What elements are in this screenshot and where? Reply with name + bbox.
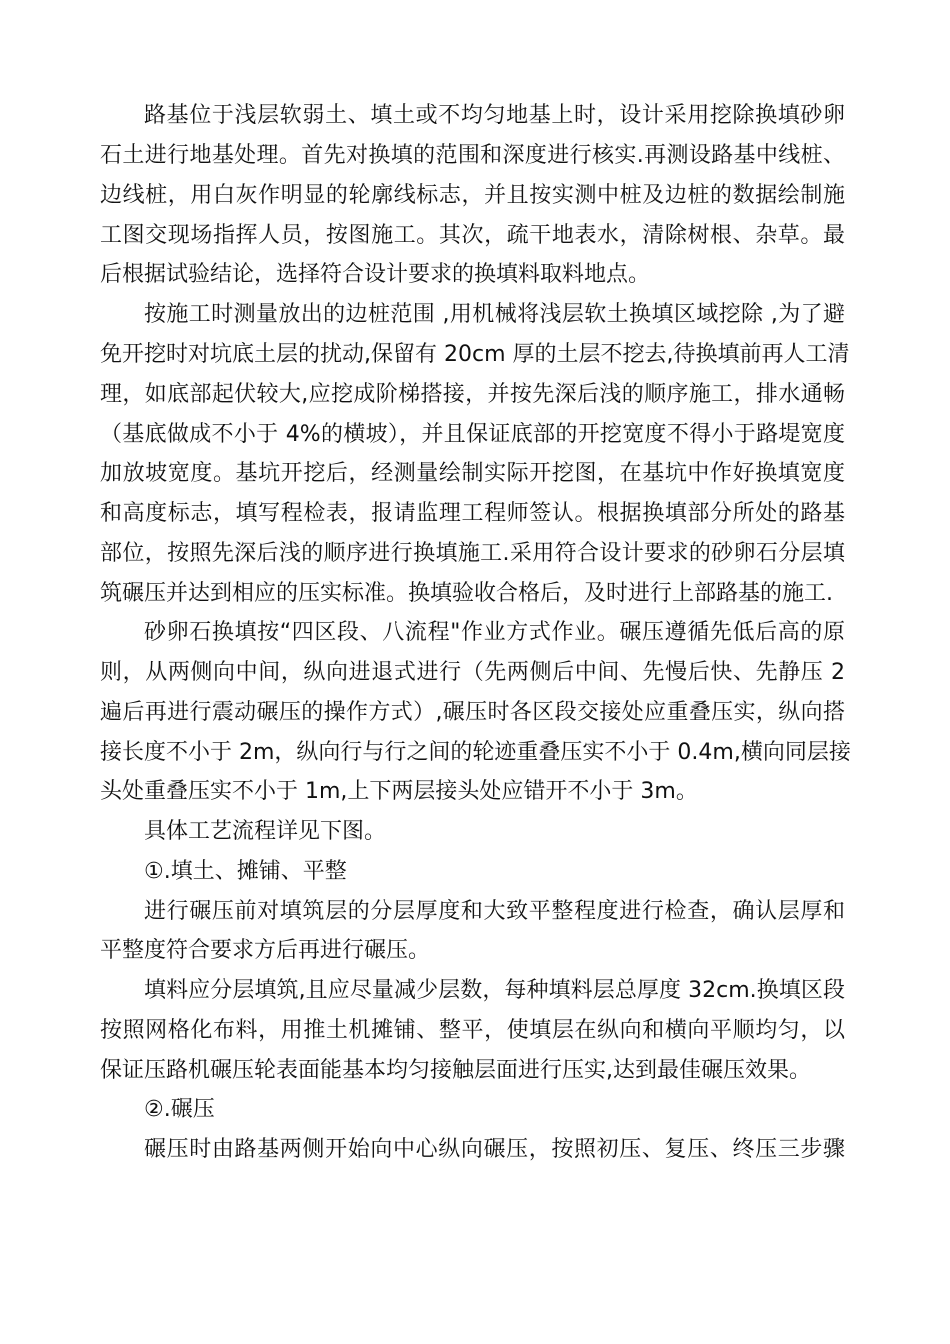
text-line: 平整度符合要求方后再进行碾压。 <box>100 938 431 963</box>
text-line: 进行碾压前对填筑层的分层厚度和大致平整程度进行检查，确认层厚和 <box>144 899 845 924</box>
text-line: 保证压路机碾压轮表面能基本均匀接触层面进行压实,达到最佳碾压效果。 <box>100 1058 811 1083</box>
text-line: （基底做成不小于 4%的横坡），并且保证底部的开挖宽度不得小于路堤宽度 <box>100 422 845 447</box>
section-heading: ②.碾压 <box>144 1097 215 1122</box>
text-line: 头处重叠压实不小于 1m,上下两层接头处应错开不小于 3m。 <box>100 779 698 804</box>
section-heading: ①.填土、摊铺、平整 <box>144 859 347 884</box>
text-line: 具体工艺流程详见下图。 <box>144 819 387 844</box>
text-line: 石土进行地基处理。首先对换填的范围和深度进行核实.再测设路基中线桩、 <box>100 143 845 168</box>
text-line: 遍后再进行震动碾压的操作方式）,碾压时各区段交接处应重叠压实，纵向搭 <box>100 700 845 725</box>
text-line: 工图交现场指挥人员，按图施工。其次，疏干地表水，清除树根、杂草。最 <box>100 223 845 248</box>
text-line: 填料应分层填筑,且应尽量减少层数，每种填料层总厚度 32cm.换填区段 <box>144 978 845 1003</box>
text-line: 接长度不小于 2m，纵向行与行之间的轮迹重叠压实不小于 0.4m,横向同层接 <box>100 740 851 765</box>
text-line: 路基位于浅层软弱土、填土或不均匀地基上时，设计采用挖除换填砂卵 <box>144 103 845 128</box>
text-line: 按施工时测量放出的边桩范围 ,用机械将浅层软土换填区域挖除 ,为了避 <box>144 302 845 327</box>
text-line: 和高度标志，填写程检表，报请监理工程师签认。根据换填部分所处的路基 <box>100 501 845 526</box>
text-line: 筑碾压并达到相应的压实标准。换填验收合格后，及时进行上部路基的施工. <box>100 581 833 606</box>
text-line: 免开挖时对坑底土层的扰动,保留有 20cm 厚的土层不挖去,待换填前再人工清 <box>100 342 850 367</box>
text-line: 加放坡宽度。基坑开挖后，经测量绘制实际开挖图，在基坑中作好换填宽度 <box>100 461 845 486</box>
text-line: 按照网格化布料，用推土机摊铺、整平，使填层在纵向和横向平顺均匀，以 <box>100 1018 845 1043</box>
text-line: 后根据试验结论，选择符合设计要求的换填料取料地点。 <box>100 262 651 287</box>
text-line: 碾压时由路基两侧开始向中心纵向碾压，按照初压、复压、终压三步骤 <box>144 1137 845 1162</box>
text-line: 理，如底部起伏较大,应挖成阶梯搭接，并按先深后浅的顺序施工，排水通畅 <box>100 382 845 407</box>
text-line: 部位，按照先深后浅的顺序进行换填施工.采用符合设计要求的砂卵石分层填 <box>100 541 845 566</box>
text-line: 则，从两侧向中间，纵向进退式进行（先两侧后中间、先慢后快、先静压 2 <box>100 660 845 685</box>
text-line: 砂卵石换填按“四区段、八流程"作业方式作业。碾压遵循先低后高的原 <box>144 620 845 645</box>
text-line: 边线桩，用白灰作明显的轮廓线标志，并且按实测中桩及边桩的数据绘制施 <box>100 183 845 208</box>
